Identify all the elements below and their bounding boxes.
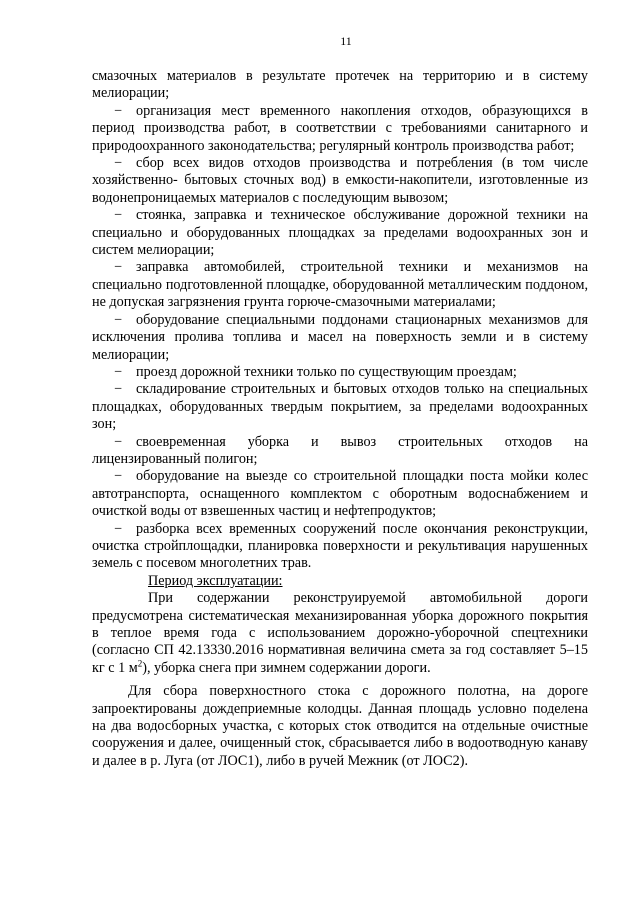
continuation-text: смазочных материалов в результате протечек на территорию и в систему мелиорации; xyxy=(92,68,588,102)
list-item: − складирование строительных и бытовых отходов только на специальных площадках, оборудованных твердым покрытием, за пределами водоохранных зон; xyxy=(92,381,588,433)
list-item: − разборка всех временных сооружений после окончания реконструкции, очистка стройплощадки, планировка поверхности и рекультивация нарушенных земель с посевом многолетних трав. xyxy=(92,520,588,572)
bullet-dash: − xyxy=(114,155,123,172)
list-item: − сбор всех видов отходов производства и потребления (в том числе хозяйственно- бытовых сточных вод) в емкости-накопители, изготовленные из водонепроницаемых материалов с последующим вывозом; xyxy=(92,155,588,206)
bullet-dash: − xyxy=(114,259,123,276)
list-item: − стоянка, заправка и техническое обслуживание дорожной техники на специально и оборудованных площадках за пределами водоохранных зон и систем мелиорации; xyxy=(92,207,588,259)
list-item: − заправка автомобилей, строительной техники и механизмов на специально подготовленной площадке, оборудованной металлическим поддоном, не допуская загрязнения грунта горюче-смазочными материалами; xyxy=(92,259,588,311)
measures-list xyxy=(92,103,588,573)
list-item: − организация мест временного накопления отходов, образующихся в период производства работ, в соответствии с требованиями санитарного и природоохранного законодательства; регулярный контроль производства работ; xyxy=(92,102,588,154)
bullet-dash: − xyxy=(114,363,123,380)
bullet-dash: − xyxy=(114,102,123,119)
bullet-dash: − xyxy=(114,381,123,398)
bullet-dash: − xyxy=(114,433,123,450)
bullet-dash: − xyxy=(114,468,123,485)
bullet-dash: − xyxy=(114,207,123,224)
bullet-dash: − xyxy=(114,520,123,537)
list-item: − оборудование на выезде со строительной площадки поста мойки колес автотранспорта, оснащенного комплектом с оборотным водоснабжением и очисткой воды от взвешенных частиц и нефтепродуктов; xyxy=(92,468,588,520)
paragraph-maintenance: При содержании реконструируемой автомобильной дороги предусмотрена систематическая механизированная уборка дорожного покрытия в теплое время года с использованием дорожно-уборочной спецтехники (согласно СП 42.13330.2016 нормативная величина смета за год составляет 5–15 кг с 1 $м^2$), уборка снега при зимнем содержании дороги. xyxy=(92,590,588,676)
list-item: − своевременная уборка и вывоз строительных отходов на лицензированный полигон; xyxy=(92,433,588,467)
bullet-dash: − xyxy=(114,311,123,328)
list-item: − оборудование специальными поддонами стационарных механизмов для исключения пролива топлива и масел на поверхность земли и в систему мелиорации; xyxy=(92,311,588,363)
section-heading: Период эксплуатации: xyxy=(148,572,283,589)
paragraph-runoff: Для сбора поверхностного стока с дорожного полотна, на дороге запроектированы дождеприемные колодцы. Данная площадь условно поделена на два водосборных участка, с которых сток отводится на отдельные очистные сооружения и далее, очищенный сток, сбрасывается либо в водоотводную канаву и далее в р. Луга (от ЛОС1), либо в ручей Межник (от ЛОС2). xyxy=(92,683,588,769)
page-number: 11 xyxy=(340,34,352,48)
superscript: 2 xyxy=(137,658,143,669)
list-item: − проезд дорожной техники только по существующим проездам; xyxy=(114,363,517,380)
